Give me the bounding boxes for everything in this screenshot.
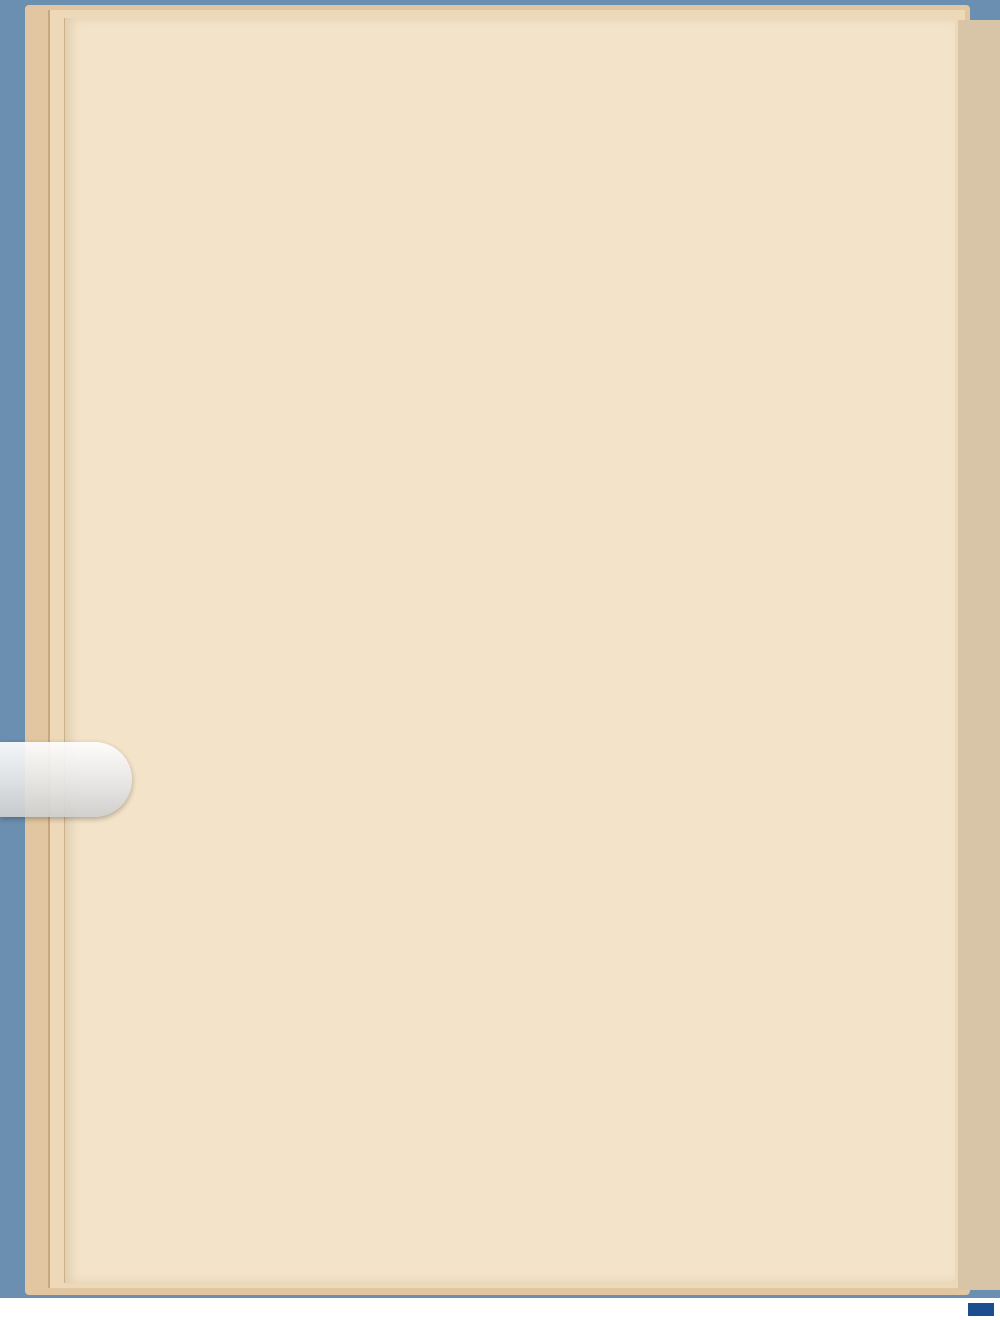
plastic-page-holder <box>0 742 132 817</box>
page-content <box>206 88 866 138</box>
book-page <box>64 18 955 1283</box>
footer <box>0 1300 1000 1320</box>
adjacent-page-edge <box>958 20 1000 1290</box>
dfg-logo <box>968 1303 994 1316</box>
